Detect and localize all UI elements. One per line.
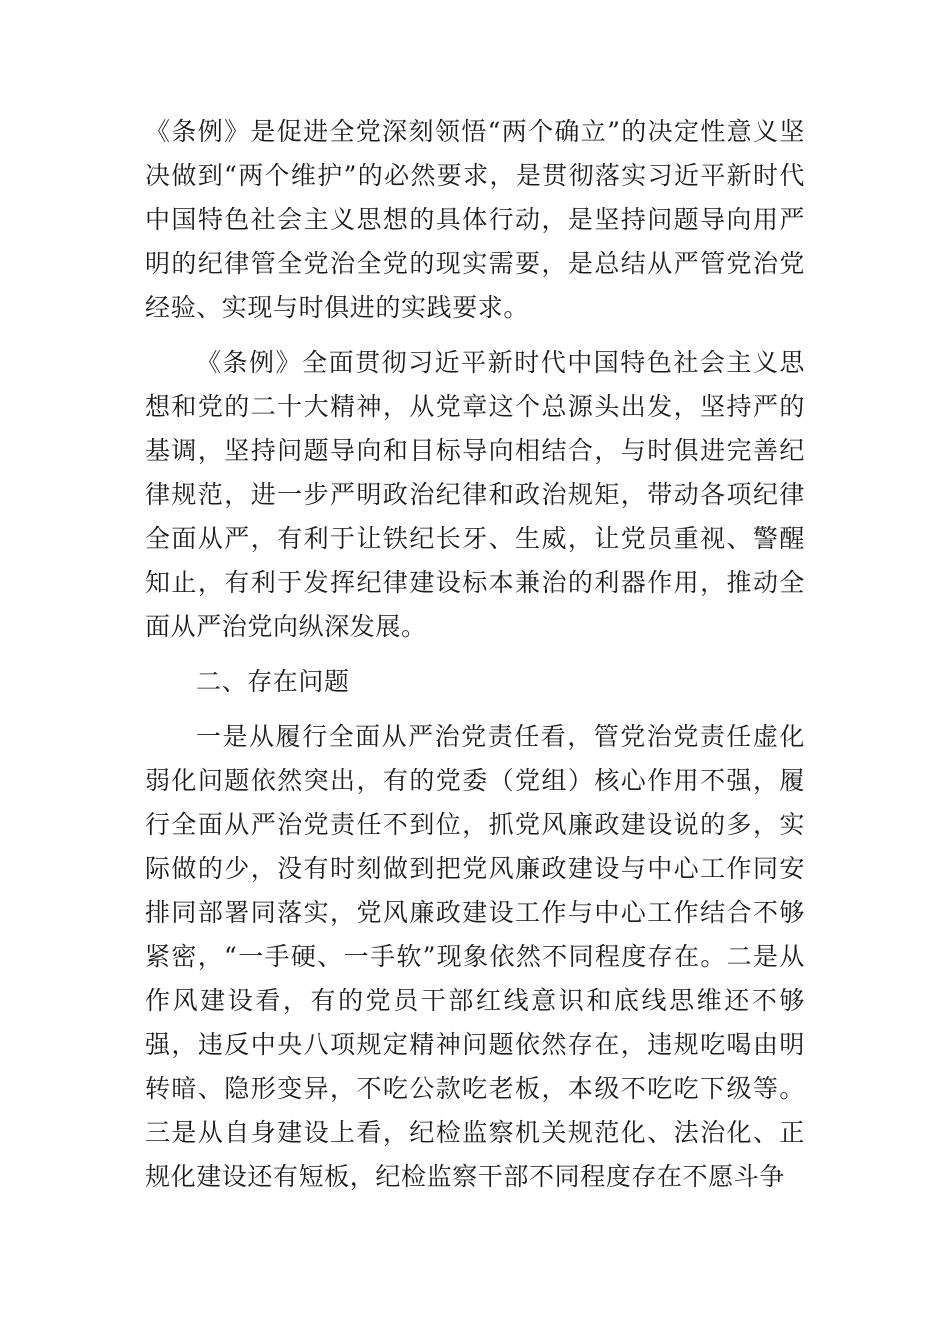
paragraph-regulation-significance: 《条例》是促进全党深刻领悟“两个确立”的决定性意义坚决做到“两个维护”的必然要求，是贯彻落实习近平新时代中国特色社会主义思想的具体行动，是坚持问题导向用严明的纪律管全党治全党的现实需要，是总结从严管党治党经验、实现与时俱进的实践要求。 (145, 117, 805, 322)
section-heading-existing-problems: 二、存在问题 (196, 667, 350, 696)
paragraph-regulation-implementation: 《条例》全面贯彻习近平新时代中国特色社会主义思想和党的二十大精神，从党章这个总源头出发，坚持严的基调，坚持问题导向和目标导向相结合，与时俱进完善纪律规范，进一步严明政治纪律和政治规矩，带动各项纪律全面从严，有利于让铁纪长牙、生威，让党员重视、警醒知止，有利于发挥纪律建设标本兼治的利器作用，推动全面从严治党向纵深发展。 (145, 348, 805, 641)
paragraph-existing-problems: 一是从履行全面从严治党责任看，管党治党责任虚化弱化问题依然突出，有的党委（党组）核心作用不强，履行全面从严治党责任不到位，抓党风廉政建设说的多，实际做的少，没有时刻做到把党风廉政建设与中心工作同安排同部署同落实，党风廉政建设工作与中心工作结合不够紧密，“一手硬、一手软”现象依然不同程度存在。二是从作风建设看，有的党员干部红线意识和底线思维还不够强，违反中央八项规定精神问题依然存在，违规吃喝由明转暗、隐形变异，不吃公款吃老板，本级不吃吃下级等。三是从自身建设上看，纪检监察机关规范化、法治化、正规化建设还有短板，纪检监察干部不同程度存在不愿斗争 (145, 722, 805, 1191)
document-body (145, 110, 805, 1210)
